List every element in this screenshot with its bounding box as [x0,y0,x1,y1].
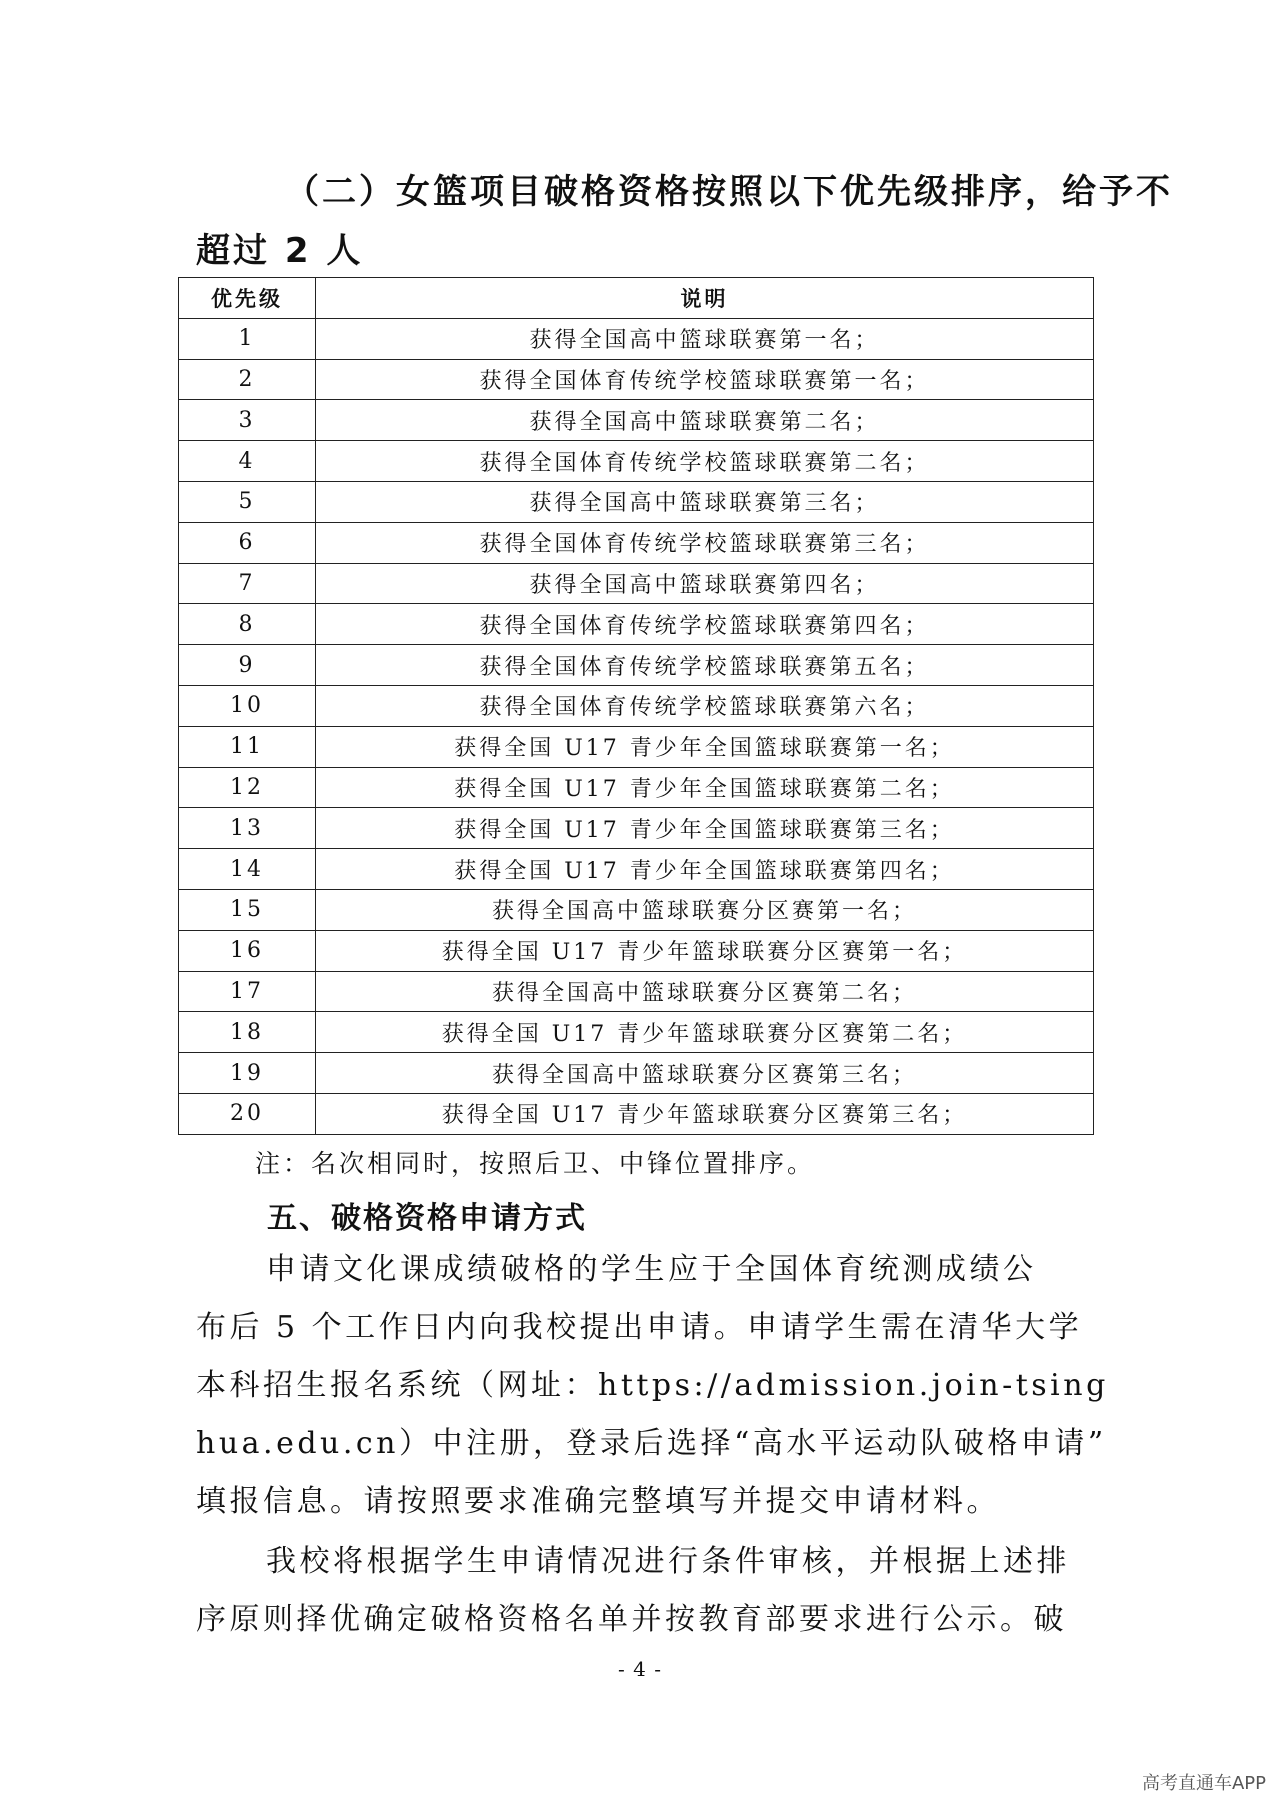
priority-cell: 19 [179,1053,316,1094]
description-cell: 获得全国 U17 青少年全国篮球联赛第三名； [316,808,1094,849]
priority-cell: 1 [179,318,316,359]
description-cell: 获得全国 U17 青少年全国篮球联赛第四名； [316,849,1094,890]
description-cell: 获得全国 U17 青少年全国篮球联赛第二名； [316,767,1094,808]
priority-cell: 14 [179,849,316,890]
description-cell: 获得全国 U17 青少年篮球联赛分区赛第三名； [316,1093,1094,1134]
priority-cell: 4 [179,441,316,482]
header-priority: 优先级 [179,278,316,319]
page-number: - 4 - [618,1657,662,1681]
table-body [179,318,1094,1134]
description-cell: 获得全国 U17 青少年全国篮球联赛第一名； [316,726,1094,767]
description-cell: 获得全国 U17 青少年篮球联赛分区赛第二名； [316,1012,1094,1053]
description-cell: 获得全国高中篮球联赛分区赛第一名； [316,889,1094,930]
description-cell: 获得全国体育传统学校篮球联赛第一名； [316,359,1094,400]
priority-cell: 6 [179,522,316,563]
description-cell: 获得全国体育传统学校篮球联赛第三名； [316,522,1094,563]
description-cell: 获得全国 U17 青少年篮球联赛分区赛第一名； [316,930,1094,971]
table-row [179,359,1094,400]
header-description: 说明 [316,278,1094,319]
table-row [179,971,1094,1012]
description-cell: 获得全国高中篮球联赛第一名； [316,318,1094,359]
heading-line-1: （二）女篮项目破格资格按照以下优先级排序，给予不 [285,172,1173,212]
priority-cell: 3 [179,400,316,441]
table-row [179,1053,1094,1094]
description-cell: 获得全国体育传统学校篮球联赛第五名； [316,645,1094,686]
table-row [179,563,1094,604]
table-row [179,318,1094,359]
section-title: 五、破格资格申请方式 [267,1201,587,1236]
table-row [179,1093,1094,1134]
table-row [179,645,1094,686]
description-cell: 获得全国体育传统学校篮球联赛第六名； [316,685,1094,726]
table-row [179,930,1094,971]
paragraph-2-line: 序原则择优确定破格资格名单并按教育部要求进行公示。破 [196,1602,1067,1637]
description-cell: 获得全国高中篮球联赛分区赛第二名； [316,971,1094,1012]
paragraph-1-line: 本科招生报名系统（网址：https://admission.join-tsing [196,1368,1109,1403]
description-cell: 获得全国体育传统学校篮球联赛第二名； [316,441,1094,482]
paragraph-2-line: 我校将根据学生申请情况进行条件审核，并根据上述排 [266,1544,1070,1579]
priority-cell: 9 [179,645,316,686]
heading-line-2: 超过 2 人 [196,231,364,271]
table-row [179,441,1094,482]
priority-cell: 10 [179,685,316,726]
paragraph-1-line: 布后 5 个工作日内向我校提出申请。申请学生需在清华大学 [196,1310,1083,1345]
priority-cell: 11 [179,726,316,767]
priority-cell: 12 [179,767,316,808]
description-cell: 获得全国高中篮球联赛第三名； [316,481,1094,522]
table-row [179,481,1094,522]
priority-cell: 8 [179,604,316,645]
description-cell: 获得全国高中篮球联赛第四名； [316,563,1094,604]
table-row [179,400,1094,441]
table-row [179,604,1094,645]
priority-cell: 17 [179,971,316,1012]
priority-cell: 18 [179,1012,316,1053]
table-row [179,726,1094,767]
table-row [179,522,1094,563]
priority-cell: 20 [179,1093,316,1134]
table-row [179,685,1094,726]
paragraph-1-line: 填报信息。请按照要求准确完整填写并提交申请材料。 [196,1484,1000,1519]
priority-cell: 16 [179,930,316,971]
table-row [179,767,1094,808]
priority-table [178,277,1094,1135]
watermark: 高考直通车APP [1141,1773,1266,1794]
description-cell: 获得全国高中篮球联赛第二名； [316,400,1094,441]
table-row [179,1012,1094,1053]
table-row [179,808,1094,849]
priority-cell: 2 [179,359,316,400]
paragraph-1-line: hua.edu.cn）中注册，登录后选择“高水平运动队破格申请” [196,1426,1107,1461]
table-note: 注：名次相同时，按照后卫、中锋位置排序。 [255,1149,816,1178]
description-cell: 获得全国高中篮球联赛分区赛第三名； [316,1053,1094,1094]
table-row [179,849,1094,890]
description-cell: 获得全国体育传统学校篮球联赛第四名； [316,604,1094,645]
table-header-row [179,278,1094,319]
table-row [179,889,1094,930]
priority-cell: 7 [179,563,316,604]
priority-cell: 5 [179,481,316,522]
priority-cell: 15 [179,889,316,930]
paragraph-1-line: 申请文化课成绩破格的学生应于全国体育统测成绩公 [266,1252,1037,1287]
priority-cell: 13 [179,808,316,849]
